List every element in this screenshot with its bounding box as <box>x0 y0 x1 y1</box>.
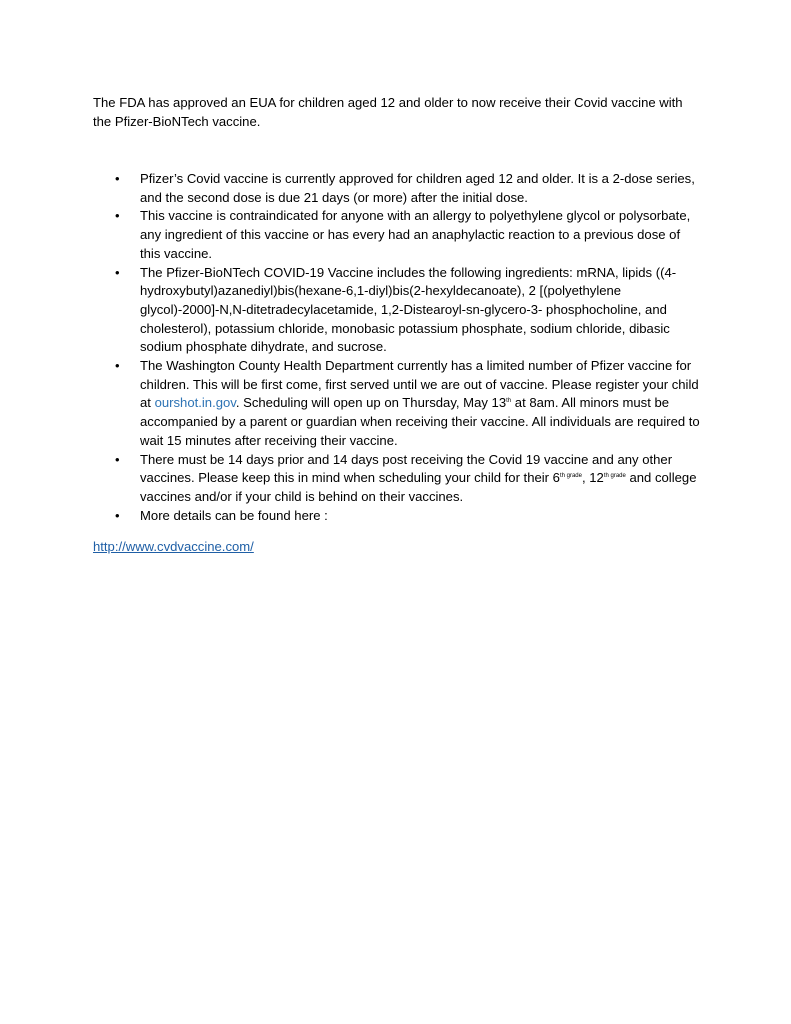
bullet-icon: • <box>115 451 120 467</box>
list-item <box>93 264 703 358</box>
list-item <box>93 170 703 207</box>
registration-text-part1: The Washington County Health Department currently has a limited number of Pfizer vaccine for children. This will be first come, first served until we are out of vaccine. Please register your child at <box>140 358 699 411</box>
bullet-text-registration <box>140 358 700 448</box>
bullet-text-ingredients: The Pfizer-BioNTech COVID-19 Vaccine includes the following ingredients: mRNA, lipids ((4-hydroxybutyl)azanediyl)bis(hexane-6,1-diyl)bis(2-hexyldecanoate), 2 [(polyethylene glycol)-2000]-N,N-ditetradecylacetamide, 1,2-Distearoyl-sn-glycero-3- phosphocholine, and cholesterol), potassium chloride, monobasic potassium phosphate, sodium chloride, dibasic sodium phosphate dihydrate, and sucrose. <box>140 264 677 355</box>
bullet-text-details: More details can be found here : <box>140 507 328 523</box>
list-item <box>93 507 703 526</box>
ourshot-link[interactable]: ourshot.in.gov <box>154 395 236 411</box>
bullet-icon: • <box>115 358 120 374</box>
bullet-icon: • <box>115 171 120 186</box>
bullet-icon: • <box>115 264 120 280</box>
spacing-text-part1: There must be 14 days prior and 14 days post receiving the Covid 19 vaccine and any other vaccines. Please keep this in mind when scheduling your child for their 6 <box>140 451 673 486</box>
list-item <box>93 451 703 507</box>
cvdvaccine-link[interactable]: http://www.cvdvaccine.com/ <box>93 539 254 554</box>
superscript-6th-grade: th grade <box>559 473 582 480</box>
registration-text-part2: . Scheduling will open up on Thursday, May 13 <box>235 395 507 411</box>
bullet-icon: • <box>115 208 120 224</box>
superscript-12th-grade: th grade <box>603 473 626 480</box>
bullet-list <box>93 170 703 525</box>
intro-paragraph: The FDA has approved an EUA for children aged 12 and older to now receive their Covid vaccine with the Pfizer-BioNTech vaccine. <box>93 95 683 129</box>
url-paragraph <box>93 538 254 556</box>
bullet-text-contraindication: This vaccine is contraindicated for anyone with an allergy to polyethylene glycol or polysorbate, any ingredient of this vaccine or has every had an anaphylactic reaction to a previous dose of this vaccine. <box>140 208 691 261</box>
spacing-text-part3: and college vaccines and/or if your child is behind on their vaccines. <box>140 470 697 504</box>
superscript-th: th <box>506 398 512 405</box>
list-item <box>93 207 703 263</box>
list-item <box>93 357 703 451</box>
bullet-icon: • <box>115 507 120 523</box>
bullet-text-spacing <box>140 452 696 504</box>
registration-text-part3: at 8am. All minors must be accompanied by a parent or guardian when receiving their vaccine. All individuals are required to wait 15 minutes after receiving their vaccine. <box>140 395 700 448</box>
bullet-text-dosing: Pfizer’s Covid vaccine is currently approved for children aged 12 and older. It is a 2-dose series, and the second dose is due 21 days (or more) after the initial dose. <box>140 171 695 205</box>
spacing-text-part2: , 12 <box>581 470 604 486</box>
